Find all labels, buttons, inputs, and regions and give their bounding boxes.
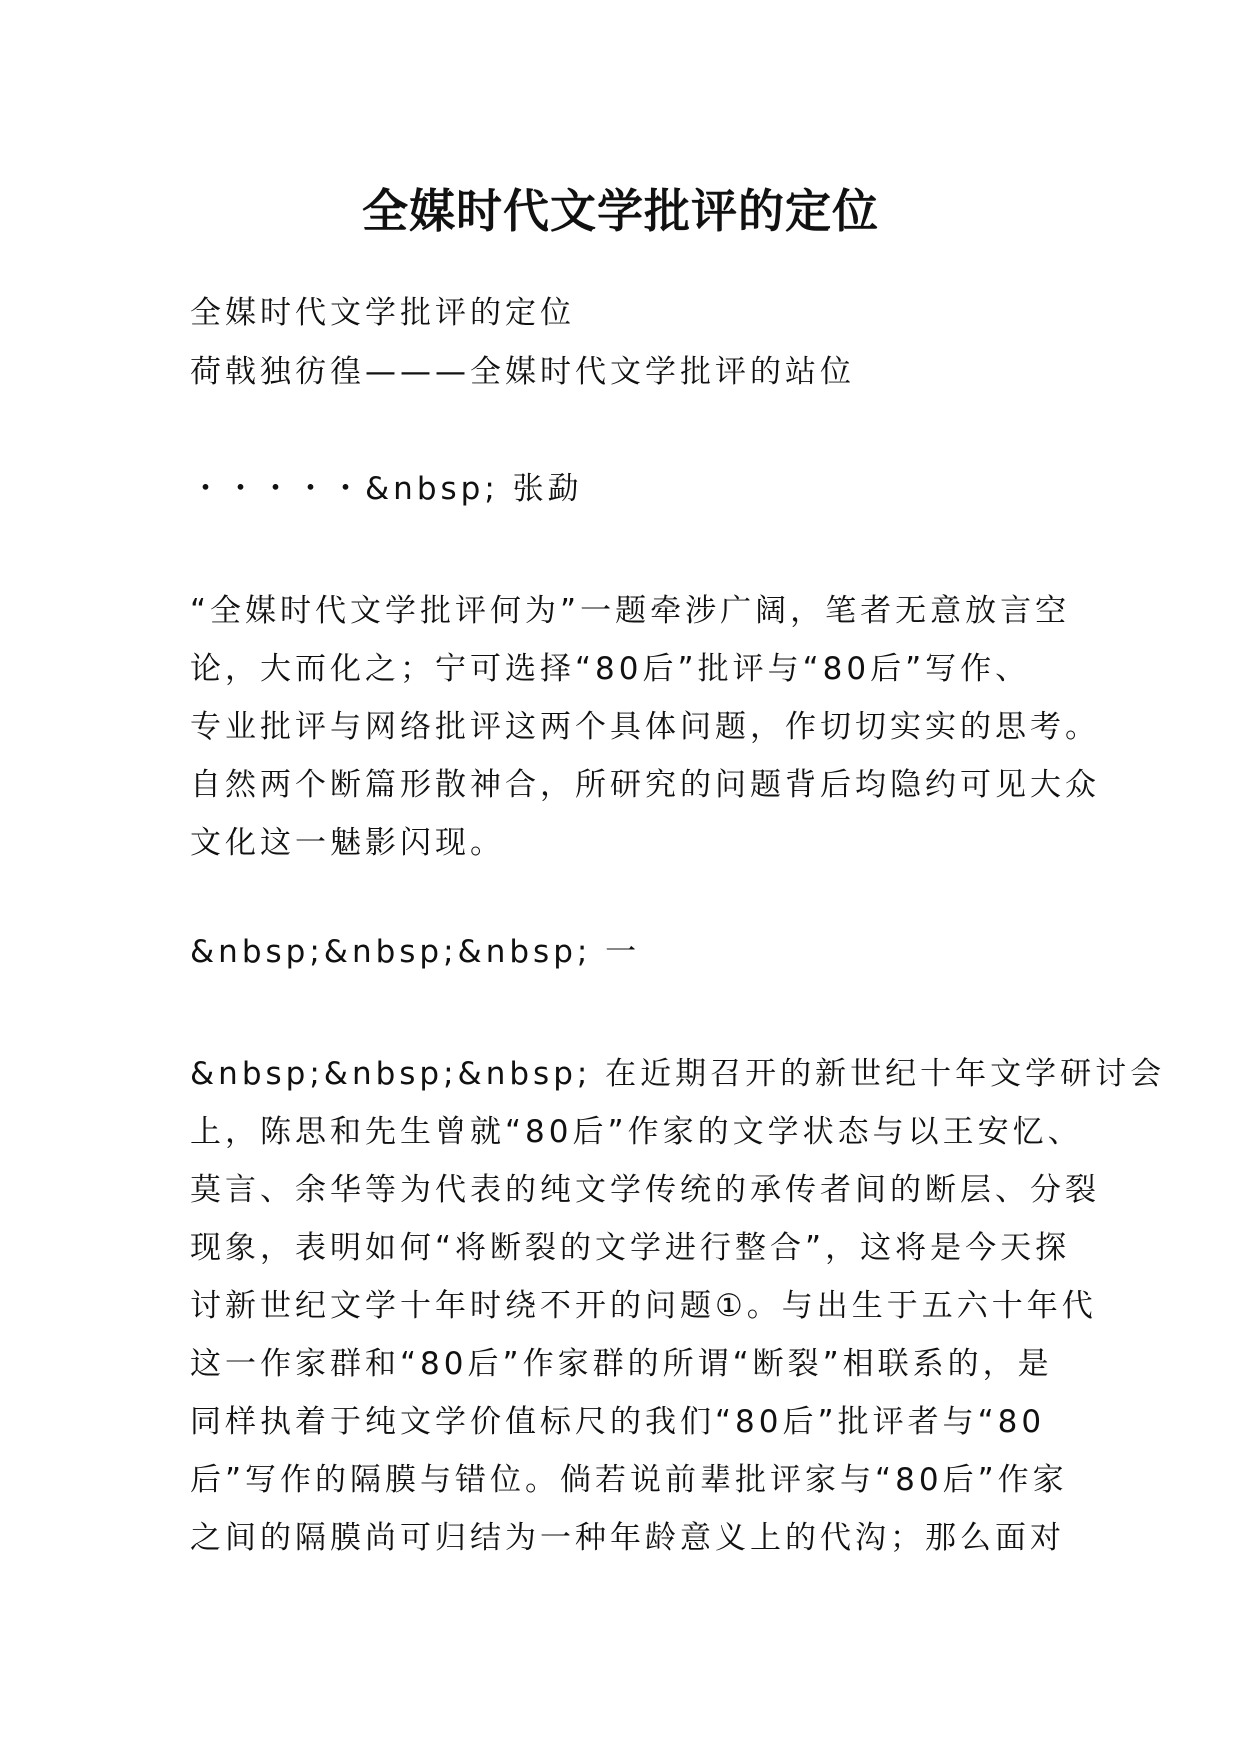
paragraph-line: “全媒时代文学批评何为”一题牵涉广阔，笔者无意放言空 [190, 593, 1071, 629]
paragraph-line: 上，陈思和先生曾就“80后”作家的文学状态与以王安忆、 [190, 1114, 1083, 1150]
paragraph-line: 文化这一魅影闪现。 [190, 825, 505, 861]
paragraph-line: 莫言、余华等为代表的纯文学传统的承传者间的断层、分裂 [190, 1172, 1100, 1208]
paragraph-line: &nbsp;&nbsp;&nbsp; 在近期召开的新世纪十年文学研讨会 [190, 1056, 1166, 1092]
subtitle: 全媒时代文学批评的定位 [190, 295, 575, 331]
paragraph-line: 后”写作的隔膜与错位。倘若说前辈批评家与“80后”作家 [190, 1462, 1068, 1498]
author-byline: ・・・・・&nbsp; 张勐 [190, 471, 583, 507]
paragraph-line: 这一作家群和“80后”作家群的所谓“断裂”相联系的，是 [190, 1346, 1053, 1382]
paragraph-line: 现象，表明如何“将断裂的文学进行整合”，这将是今天探 [190, 1230, 1071, 1266]
document-title: 全媒时代文学批评的定位 [362, 183, 879, 238]
section-heading: &nbsp;&nbsp;&nbsp; 一 [190, 934, 641, 970]
paragraph-line: 讨新世纪文学十年时绕不开的问题①。与出生于五六十年代 [190, 1288, 1097, 1324]
paragraph-line: 专业批评与网络批评这两个具体问题，作切切实实的思考。 [190, 709, 1100, 745]
paragraph-line: 同样执着于纯文学价值标尺的我们“80后”批评者与“80 [190, 1404, 1046, 1440]
subtitle-heading: 荷戟独彷徨———全媒时代文学批评的站位 [190, 354, 855, 390]
intro-paragraph [190, 582, 1100, 872]
paragraph-line: 之间的隔膜尚可归结为一种年龄意义上的代沟；那么面对 [190, 1520, 1065, 1556]
body-paragraph [190, 1045, 1166, 1567]
paragraph-line: 论，大而化之；宁可选择“80后”批评与“80后”写作、 [190, 651, 1031, 687]
paragraph-line: 自然两个断篇形散神合，所研究的问题背后均隐约可见大众 [190, 767, 1100, 803]
